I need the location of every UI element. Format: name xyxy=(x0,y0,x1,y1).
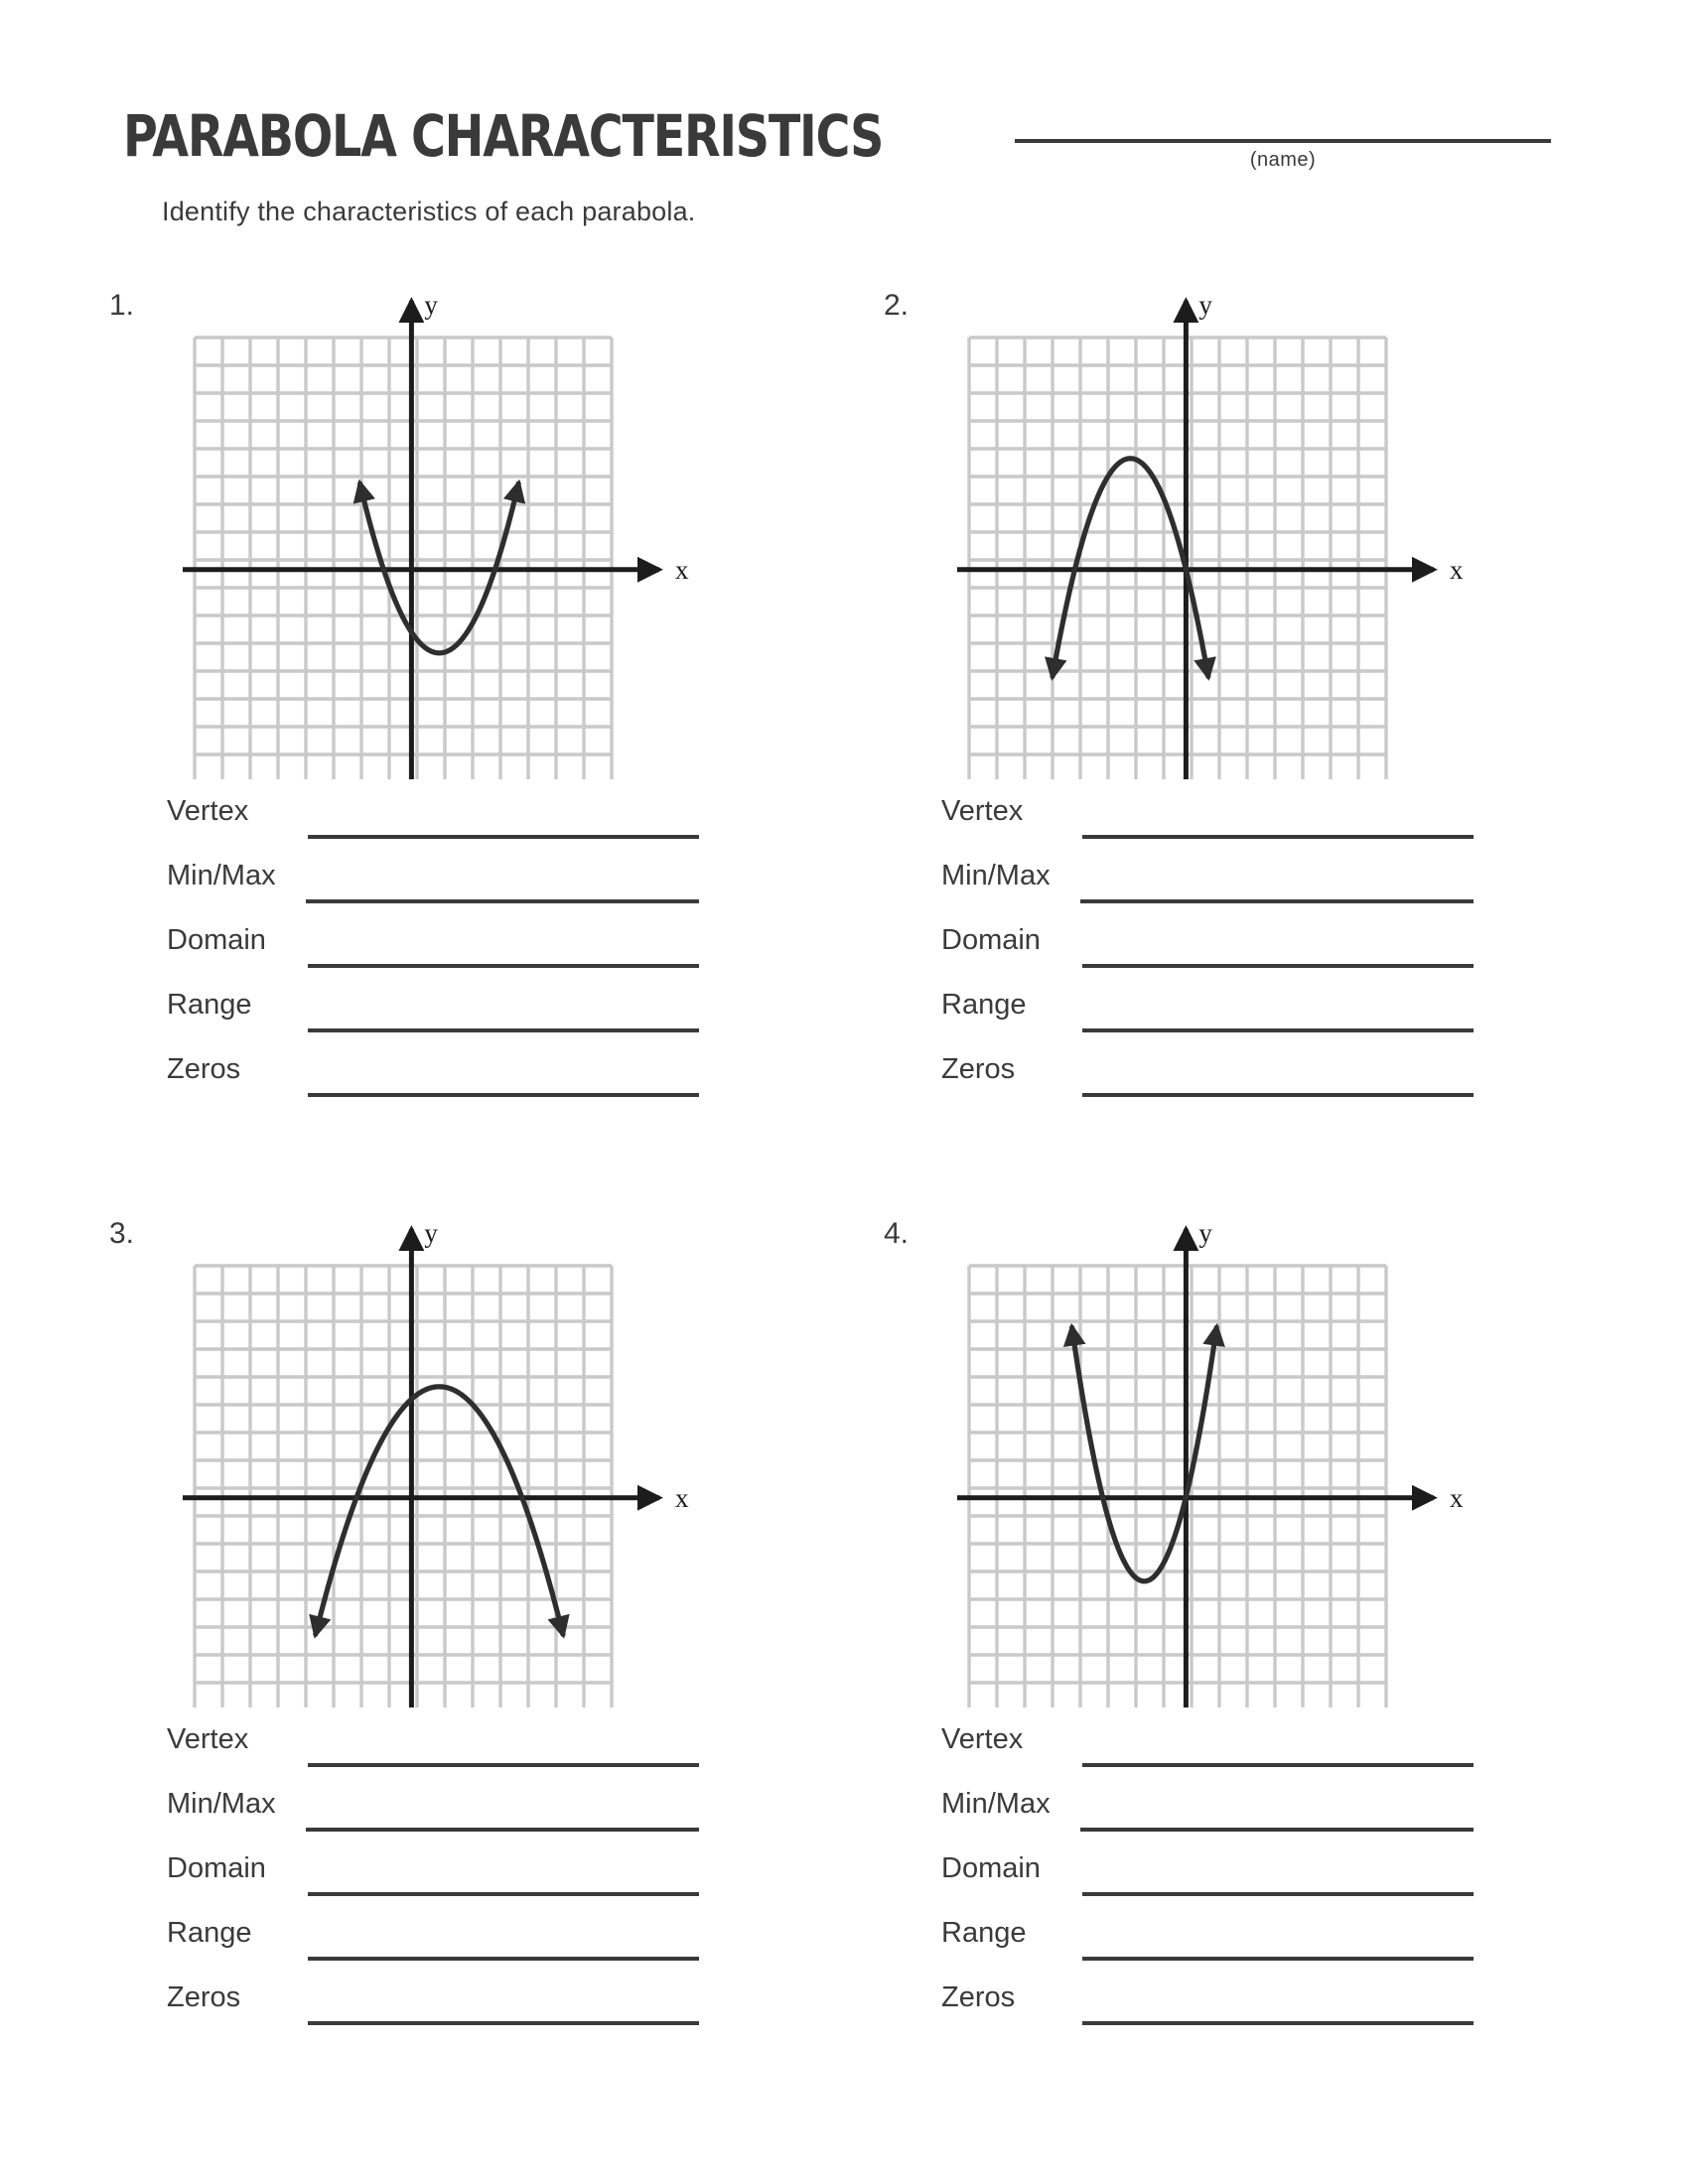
answer-row-range xyxy=(167,989,802,1053)
name-field-block xyxy=(1015,139,1551,172)
grid-lines xyxy=(969,338,1386,779)
answer-label-range: Range xyxy=(941,1917,1027,1949)
grid-lines xyxy=(195,338,612,779)
parabola-plot xyxy=(921,1211,1477,1707)
answer-row-vertex xyxy=(167,1723,802,1788)
graph-3 xyxy=(147,1211,703,1707)
answer-label-range: Range xyxy=(167,1917,252,1949)
answer-input-domain[interactable] xyxy=(1082,964,1474,968)
answer-row-domain xyxy=(941,924,1577,989)
answer-input-vertex[interactable] xyxy=(308,1763,699,1767)
answer-label-domain: Domain xyxy=(167,1852,266,1884)
answer-label-range: Range xyxy=(941,989,1027,1021)
answer-row-minmax xyxy=(167,1788,802,1852)
answer-row-zeros xyxy=(941,1053,1577,1118)
parabola-plot xyxy=(147,1211,703,1707)
answer-label-zeros: Zeros xyxy=(167,1053,241,1085)
problem-number: 1. xyxy=(109,289,135,322)
x-axis-label: x xyxy=(1450,1482,1464,1513)
page-title: PARABOLA CHARACTERISTICS xyxy=(123,102,884,170)
answer-row-vertex xyxy=(941,1723,1577,1788)
answer-input-zeros[interactable] xyxy=(1082,2021,1474,2025)
answer-input-minmax[interactable] xyxy=(1080,899,1474,903)
worksheet-header xyxy=(0,0,1688,278)
problem-number: 3. xyxy=(109,1217,135,1250)
answer-label-minmax: Min/Max xyxy=(167,1788,276,1820)
answer-label-vertex: Vertex xyxy=(941,1723,1024,1755)
answer-input-minmax[interactable] xyxy=(1080,1828,1474,1832)
answer-label-domain: Domain xyxy=(941,1852,1041,1884)
grid-lines xyxy=(969,1266,1386,1707)
answer-row-range xyxy=(941,989,1577,1053)
answer-input-domain[interactable] xyxy=(308,1892,699,1896)
answer-label-vertex: Vertex xyxy=(167,795,249,827)
problem-number: 2. xyxy=(884,289,910,322)
answer-row-zeros xyxy=(941,1981,1577,2046)
answer-row-vertex xyxy=(941,795,1577,860)
problem-number: 4. xyxy=(884,1217,910,1250)
answer-row-range xyxy=(941,1917,1577,1981)
answer-label-domain: Domain xyxy=(941,924,1041,956)
answer-label-minmax: Min/Max xyxy=(167,860,276,891)
answer-label-minmax: Min/Max xyxy=(941,1788,1051,1820)
answer-row-minmax xyxy=(167,860,802,924)
answer-label-range: Range xyxy=(167,989,252,1021)
answer-label-zeros: Zeros xyxy=(941,1981,1016,2013)
answer-input-vertex[interactable] xyxy=(1082,835,1474,839)
answer-input-minmax[interactable] xyxy=(306,1828,699,1832)
answer-input-vertex[interactable] xyxy=(1082,1763,1474,1767)
x-axis-label: x xyxy=(675,1482,689,1513)
answer-input-vertex[interactable] xyxy=(308,835,699,839)
answer-input-domain[interactable] xyxy=(1082,1892,1474,1896)
x-axis-label: x xyxy=(1450,554,1464,585)
y-axis-label: y xyxy=(424,1218,438,1248)
answer-label-domain: Domain xyxy=(167,924,266,956)
parabola-curve xyxy=(316,1387,563,1635)
answer-row-vertex xyxy=(167,795,802,860)
answer-row-minmax xyxy=(941,860,1577,924)
answer-input-range[interactable] xyxy=(1082,1028,1474,1032)
x-axis-label: x xyxy=(675,554,689,585)
answer-label-vertex: Vertex xyxy=(941,795,1024,827)
answer-input-range[interactable] xyxy=(308,1028,699,1032)
answer-row-domain xyxy=(167,924,802,989)
answer-row-range xyxy=(167,1917,802,1981)
answer-input-range[interactable] xyxy=(308,1957,699,1961)
y-axis-label: y xyxy=(1198,1218,1212,1248)
answer-lines-2 xyxy=(941,795,1577,1118)
y-axis-label: y xyxy=(1198,290,1212,320)
answer-row-domain xyxy=(167,1852,802,1917)
answer-label-minmax: Min/Max xyxy=(941,860,1051,891)
answer-lines-3 xyxy=(167,1723,802,2046)
name-caption: (name) xyxy=(1249,149,1317,171)
answer-row-zeros xyxy=(167,1053,802,1118)
parabola-plot xyxy=(147,283,703,779)
answer-lines-4 xyxy=(941,1723,1577,2046)
graph-1 xyxy=(147,283,703,779)
graph-4 xyxy=(921,1211,1477,1707)
answer-label-zeros: Zeros xyxy=(167,1981,241,2013)
answer-label-vertex: Vertex xyxy=(167,1723,249,1755)
answer-input-minmax[interactable] xyxy=(306,899,699,903)
answer-input-range[interactable] xyxy=(1082,1957,1474,1961)
instructions-text: Identify the characteristics of each parabola. xyxy=(162,197,696,226)
answer-row-domain xyxy=(941,1852,1577,1917)
name-write-line[interactable] xyxy=(1015,139,1551,143)
grid-lines xyxy=(195,1266,612,1707)
answer-input-domain[interactable] xyxy=(308,964,699,968)
answer-label-zeros: Zeros xyxy=(941,1053,1016,1085)
answer-input-zeros[interactable] xyxy=(308,2021,699,2025)
parabola-plot xyxy=(921,283,1477,779)
graph-2 xyxy=(921,283,1477,779)
answer-input-zeros[interactable] xyxy=(308,1093,699,1097)
answer-row-minmax xyxy=(941,1788,1577,1852)
answer-lines-1 xyxy=(167,795,802,1118)
answer-input-zeros[interactable] xyxy=(1082,1093,1474,1097)
y-axis-label: y xyxy=(424,290,438,320)
answer-row-zeros xyxy=(167,1981,802,2046)
